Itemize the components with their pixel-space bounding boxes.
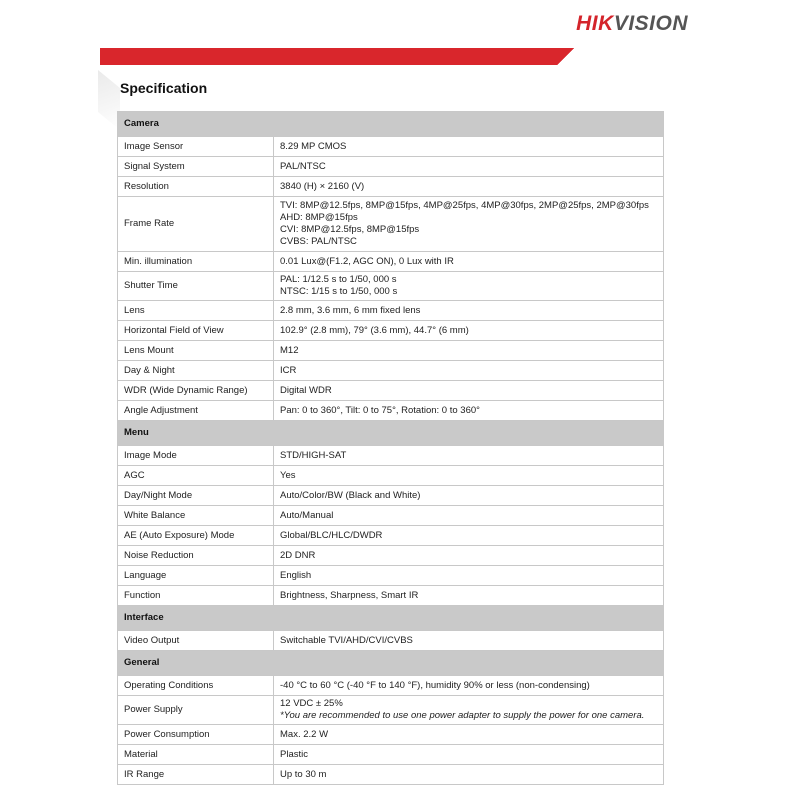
spec-value: 0.01 Lux@(F1.2, AGC ON), 0 Lux with IR xyxy=(274,252,664,272)
table-row xyxy=(118,506,664,526)
spec-label: IR Range xyxy=(118,765,274,785)
spec-label: AE (Auto Exposure) Mode xyxy=(118,526,274,546)
spec-label: Operating Conditions xyxy=(118,676,274,696)
table-row xyxy=(118,486,664,506)
table-row xyxy=(118,446,664,466)
spec-value: 12 VDC ± 25% *You are recommended to use one power adapter to supply the power for one camera. xyxy=(274,696,664,725)
table-row xyxy=(118,631,664,651)
spec-label: Angle Adjustment xyxy=(118,401,274,421)
spec-value: Switchable TVI/AHD/CVI/CVBS xyxy=(274,631,664,651)
spec-value: 2D DNR xyxy=(274,546,664,566)
table-row xyxy=(118,137,664,157)
table-row xyxy=(118,272,664,301)
spec-label: Language xyxy=(118,566,274,586)
table-row xyxy=(118,301,664,321)
table-row xyxy=(118,381,664,401)
spec-label: Shutter Time xyxy=(118,272,274,301)
table-row xyxy=(118,157,664,177)
section-header-camera: Camera xyxy=(118,112,664,137)
spec-label: AGC xyxy=(118,466,274,486)
section-header-interface: Interface xyxy=(118,606,664,631)
spec-value: 3840 (H) × 2160 (V) xyxy=(274,177,664,197)
table-row xyxy=(118,177,664,197)
table-row xyxy=(118,361,664,381)
table-row xyxy=(118,566,664,586)
spec-value: Brightness, Sharpness, Smart IR xyxy=(274,586,664,606)
spec-label: Video Output xyxy=(118,631,274,651)
table-row xyxy=(118,745,664,765)
spec-value: Digital WDR xyxy=(274,381,664,401)
spec-value: TVI: 8MP@12.5fps, 8MP@15fps, 4MP@25fps, 4MP@30fps, 2MP@25fps, 2MP@30fps AHD: 8MP@15fps CVI: 8MP@12.5fps, 8MP@15fps CVBS: PAL/NTSC xyxy=(274,197,664,252)
table-row xyxy=(118,586,664,606)
table-row xyxy=(118,546,664,566)
spec-label: Noise Reduction xyxy=(118,546,274,566)
table-row xyxy=(118,321,664,341)
spec-value: -40 °C to 60 °C (-40 °F to 140 °F), humidity 90% or less (non-condensing) xyxy=(274,676,664,696)
spec-label: Signal System xyxy=(118,157,274,177)
hikvision-logo: HIKVISION xyxy=(576,12,688,35)
spec-value: 102.9° (2.8 mm), 79° (3.6 mm), 44.7° (6 mm) xyxy=(274,321,664,341)
spec-value: Auto/Manual xyxy=(274,506,664,526)
spec-label: Power Consumption xyxy=(118,725,274,745)
table-row xyxy=(118,526,664,546)
spec-label: Frame Rate xyxy=(118,197,274,252)
spec-value: Yes xyxy=(274,466,664,486)
spec-label: Resolution xyxy=(118,177,274,197)
spec-label: Image Mode xyxy=(118,446,274,466)
table-row xyxy=(118,341,664,361)
red-header-band xyxy=(100,48,575,65)
spec-label: Power Supply xyxy=(118,696,274,725)
spec-value: M12 xyxy=(274,341,664,361)
spec-label: Image Sensor xyxy=(118,137,274,157)
spec-value: Pan: 0 to 360°, Tilt: 0 to 75°, Rotation: 0 to 360° xyxy=(274,401,664,421)
table-row xyxy=(118,765,664,785)
section-header-menu: Menu xyxy=(118,421,664,446)
spec-label: Day & Night xyxy=(118,361,274,381)
spec-value: STD/HIGH-SAT xyxy=(274,446,664,466)
spec-value: 8.29 MP CMOS xyxy=(274,137,664,157)
spec-value: English xyxy=(274,566,664,586)
power-supply-note: *You are recommended to use one power adapter to supply the power for one camera. xyxy=(280,710,645,721)
spec-label: WDR (Wide Dynamic Range) xyxy=(118,381,274,401)
spec-label: Lens xyxy=(118,301,274,321)
table-row xyxy=(118,676,664,696)
spec-value: Up to 30 m xyxy=(274,765,664,785)
spec-label: Lens Mount xyxy=(118,341,274,361)
spec-value: ICR xyxy=(274,361,664,381)
page-title: Specification xyxy=(120,80,208,96)
spec-value: Auto/Color/BW (Black and White) xyxy=(274,486,664,506)
spec-label: Function xyxy=(118,586,274,606)
spec-value: Plastic xyxy=(274,745,664,765)
spec-label: Day/Night Mode xyxy=(118,486,274,506)
section-header-general: General xyxy=(118,651,664,676)
spec-label: Material xyxy=(118,745,274,765)
spec-value: Max. 2.2 W xyxy=(274,725,664,745)
spec-label: Min. illumination xyxy=(118,252,274,272)
table-row xyxy=(118,696,664,725)
spec-value: Global/BLC/HLC/DWDR xyxy=(274,526,664,546)
table-row xyxy=(118,466,664,486)
table-row xyxy=(118,197,664,252)
spec-label: Horizontal Field of View xyxy=(118,321,274,341)
table-row xyxy=(118,725,664,745)
spec-value: 2.8 mm, 3.6 mm, 6 mm fixed lens xyxy=(274,301,664,321)
spec-label: White Balance xyxy=(118,506,274,526)
table-row xyxy=(118,252,664,272)
spec-value: PAL/NTSC xyxy=(274,157,664,177)
specification-table xyxy=(117,111,664,785)
spec-value: PAL: 1/12.5 s to 1/50, 000 s NTSC: 1/15 s to 1/50, 000 s xyxy=(274,272,664,301)
table-row xyxy=(118,401,664,421)
